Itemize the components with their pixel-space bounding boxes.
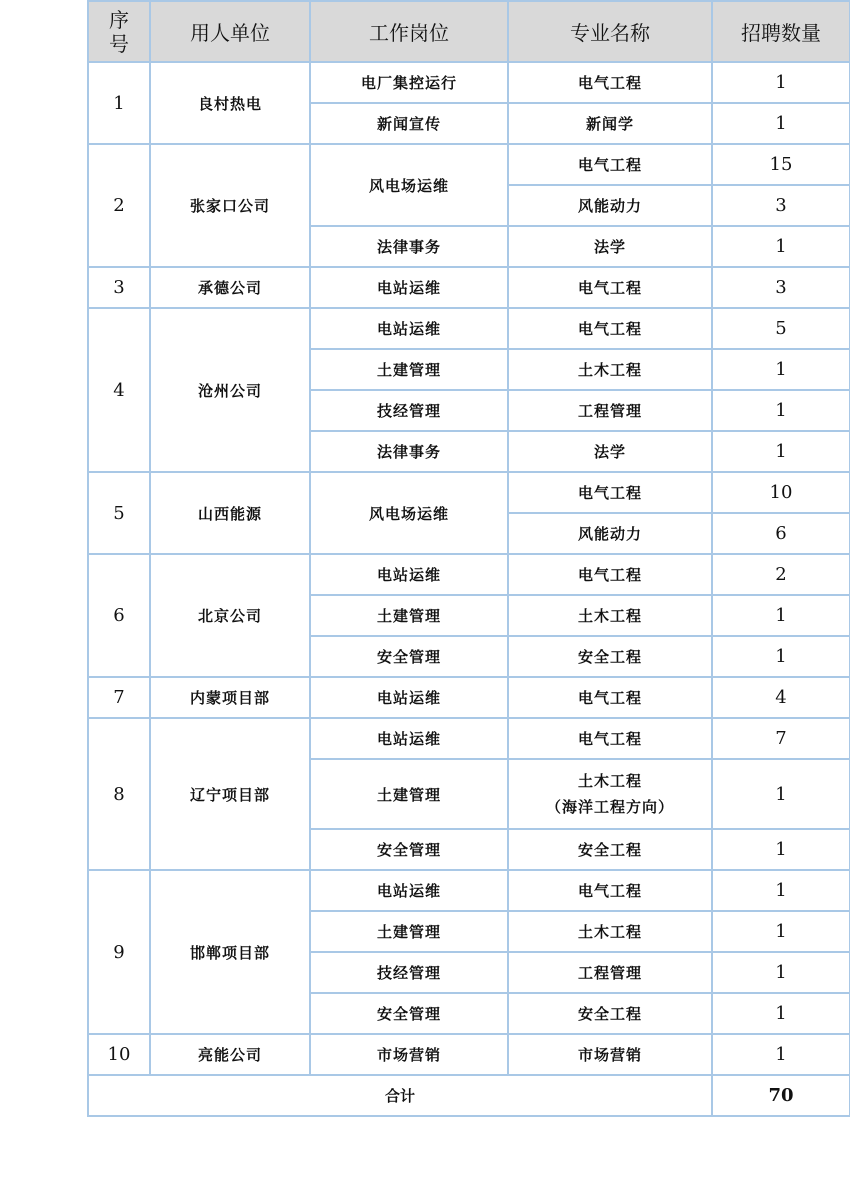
position-cell: 新闻宣传 [310,103,508,144]
position-cell: 安全管理 [310,993,508,1034]
major-cell: 电气工程 [508,308,712,349]
position-cell: 法律事务 [310,431,508,472]
major-cell: 风能动力 [508,185,712,226]
total-value: 70 [712,1075,850,1116]
major-cell: 电气工程 [508,144,712,185]
count-cell: 4 [712,677,850,718]
major-cell: 安全工程 [508,993,712,1034]
count-cell: 1 [712,595,850,636]
major-cell: 法学 [508,431,712,472]
unit-cell: 承德公司 [150,267,310,308]
position-cell: 电站运维 [310,677,508,718]
position-cell: 法律事务 [310,226,508,267]
count-cell: 10 [712,472,850,513]
count-cell: 7 [712,718,850,759]
header-major: 专业名称 [508,1,712,62]
seq-cell: 3 [88,267,150,308]
count-cell: 1 [712,390,850,431]
major-cell: 土木工程 [508,595,712,636]
count-cell: 1 [712,870,850,911]
unit-cell: 沧州公司 [150,308,310,472]
table-row [88,1034,850,1075]
major-line1: 土木工程 [577,772,642,790]
count-cell: 1 [712,759,850,829]
position-cell: 技经管理 [310,952,508,993]
position-cell: 市场营销 [310,1034,508,1075]
count-cell: 6 [712,513,850,554]
unit-cell: 邯郸项目部 [150,870,310,1034]
major-cell: 风能动力 [508,513,712,554]
count-cell: 3 [712,185,850,226]
count-cell: 1 [712,226,850,267]
major-cell: 新闻学 [508,103,712,144]
count-cell: 1 [712,431,850,472]
position-cell: 安全管理 [310,636,508,677]
unit-cell: 亮能公司 [150,1034,310,1075]
unit-cell: 良村热电 [150,62,310,144]
major-cell: 安全工程 [508,829,712,870]
count-cell: 1 [712,62,850,103]
recruitment-table [87,0,850,1117]
major-cell: 电气工程 [508,472,712,513]
unit-cell: 张家口公司 [150,144,310,267]
major-cell: 电气工程 [508,870,712,911]
table-row [88,554,850,595]
major-cell [508,759,712,829]
header-count: 招聘数量 [712,1,850,62]
count-cell: 1 [712,349,850,390]
position-cell: 风电场运维 [310,472,508,554]
table-row [88,677,850,718]
position-cell: 电厂集控运行 [310,62,508,103]
count-cell: 3 [712,267,850,308]
count-cell: 1 [712,829,850,870]
seq-cell: 10 [88,1034,150,1075]
unit-cell: 内蒙项目部 [150,677,310,718]
position-cell: 风电场运维 [310,144,508,226]
position-cell: 土建管理 [310,349,508,390]
header-unit: 用人单位 [150,1,310,62]
seq-cell: 7 [88,677,150,718]
major-cell: 工程管理 [508,390,712,431]
major-cell: 电气工程 [508,267,712,308]
position-cell: 电站运维 [310,554,508,595]
header-position: 工作岗位 [310,1,508,62]
major-cell: 工程管理 [508,952,712,993]
seq-cell: 6 [88,554,150,677]
count-cell: 15 [712,144,850,185]
count-cell: 1 [712,993,850,1034]
unit-cell: 辽宁项目部 [150,718,310,870]
count-cell: 5 [712,308,850,349]
count-cell: 1 [712,1034,850,1075]
position-cell: 电站运维 [310,267,508,308]
position-cell: 电站运维 [310,308,508,349]
count-cell: 1 [712,952,850,993]
seq-cell: 1 [88,62,150,144]
position-cell: 土建管理 [310,595,508,636]
count-cell: 1 [712,103,850,144]
major-cell: 电气工程 [508,718,712,759]
count-cell: 2 [712,554,850,595]
table-row [88,62,850,103]
table-row [88,718,850,759]
total-row [88,1075,850,1116]
position-cell: 电站运维 [310,870,508,911]
header-seq-line2: 号 [109,31,129,56]
count-cell: 1 [712,911,850,952]
major-cell: 土木工程 [508,349,712,390]
table-row [88,267,850,308]
seq-cell: 5 [88,472,150,554]
seq-cell: 9 [88,870,150,1034]
total-label: 合计 [88,1075,712,1116]
major-cell: 电气工程 [508,62,712,103]
position-cell: 土建管理 [310,759,508,829]
position-cell: 安全管理 [310,829,508,870]
header-seq-line1: 序 [109,7,129,32]
header-seq [88,1,150,62]
header-row [88,1,850,62]
table-row [88,870,850,911]
position-cell: 技经管理 [310,390,508,431]
unit-cell: 山西能源 [150,472,310,554]
major-cell: 电气工程 [508,677,712,718]
major-cell: 安全工程 [508,636,712,677]
seq-cell: 4 [88,308,150,472]
unit-cell: 北京公司 [150,554,310,677]
table-row [88,144,850,185]
position-cell: 电站运维 [310,718,508,759]
major-line2: （海洋工程方向） [545,798,674,816]
count-cell: 1 [712,636,850,677]
table-row [88,308,850,349]
position-cell: 土建管理 [310,911,508,952]
major-cell: 市场营销 [508,1034,712,1075]
major-cell: 法学 [508,226,712,267]
table-row [88,472,850,513]
seq-cell: 2 [88,144,150,267]
seq-cell: 8 [88,718,150,870]
major-cell: 土木工程 [508,911,712,952]
major-cell: 电气工程 [508,554,712,595]
